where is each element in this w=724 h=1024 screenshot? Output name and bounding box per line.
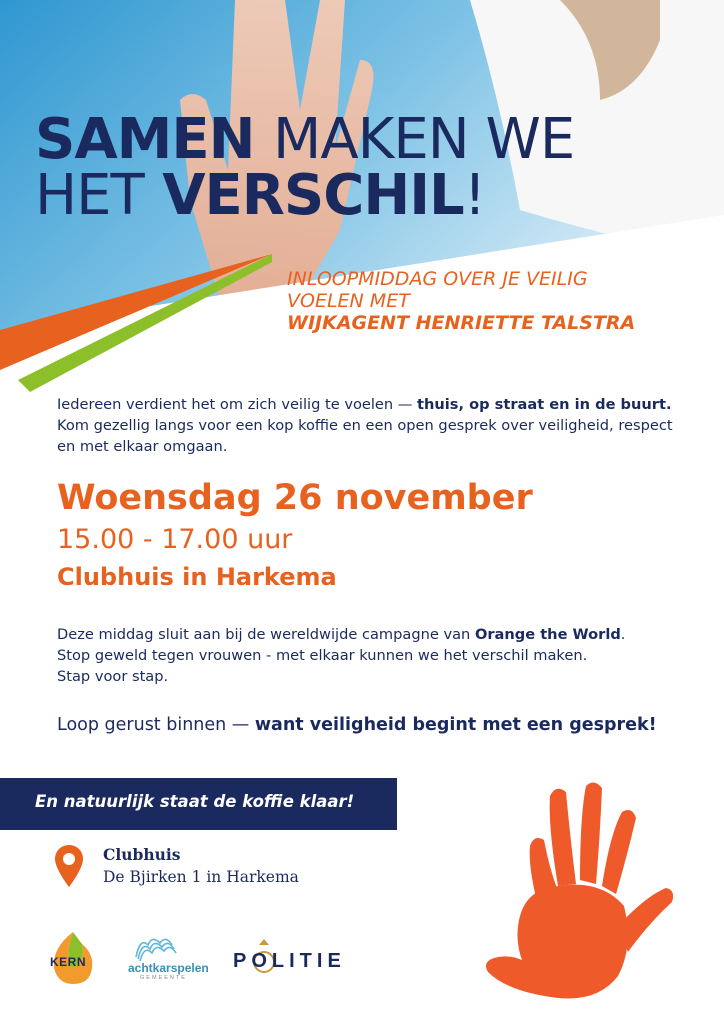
intro-part2: Kom gezellig langs voor een kop koffie en een open gesprek over veiligheid, respect en met elkaar omgaan. [57, 417, 673, 455]
campaign-line3: Stap voor stap. [57, 668, 169, 685]
campaign-line2: Stop geweld tegen vrouwen - met elkaar kunnen we het verschil maken. [57, 647, 588, 664]
kern-logo-text: KERN [50, 955, 87, 969]
campaign-part1: Deze middag sluit aan bij de wereldwijde campagne van [57, 626, 475, 643]
location-pin-icon [55, 845, 83, 887]
headline-verschil: VERSCHIL [162, 163, 464, 228]
intro-paragraph [57, 394, 677, 457]
subheading-line2: VOELEN MET [287, 290, 410, 312]
handprint-icon [478, 776, 678, 1006]
call-to-action [57, 713, 657, 737]
location-address: De Bjirken 1 in Harkema [103, 868, 299, 886]
headline-exclamation: ! [463, 163, 486, 228]
headline-samen: SAMEN [35, 107, 255, 172]
location-title: Clubhuis [103, 845, 181, 864]
coffee-banner-text: En natuurlijk staat de koffie klaar! [35, 792, 355, 811]
intro-part1: Iedereen verdient het om zich veilig te voelen — [57, 396, 418, 413]
subheading [287, 268, 707, 334]
headline-maken-we: MAKEN WE [273, 107, 575, 172]
politie-logo-text: POLITIE [233, 950, 346, 972]
campaign-part2: . [620, 626, 626, 643]
event-time: 15.00 - 17.00 uur [57, 524, 293, 555]
event-venue: Clubhuis in Harkema [57, 563, 337, 591]
gemeente-logo-text: GEMEENTE [140, 975, 187, 981]
achtkarspelen-logo-text: achtkarspelen [128, 961, 209, 975]
intro-bold: thuis, op straat en in de buurt. [417, 396, 672, 413]
cta-part1: Loop gerust binnen — [57, 715, 255, 735]
subheading-line3: WIJKAGENT HENRIETTE TALSTRA [287, 312, 636, 334]
subheading-line1: INLOOPMIDDAG OVER JE VEILIG [287, 268, 588, 290]
cta-bold: want veiligheid begint met een gesprek! [254, 715, 657, 735]
event-date: Woensdag 26 november [57, 478, 533, 518]
headline-het: HET [35, 163, 144, 228]
campaign-paragraph [57, 624, 677, 687]
campaign-bold: Orange the World [474, 626, 621, 643]
coffee-banner [0, 778, 397, 830]
headline [35, 107, 695, 228]
